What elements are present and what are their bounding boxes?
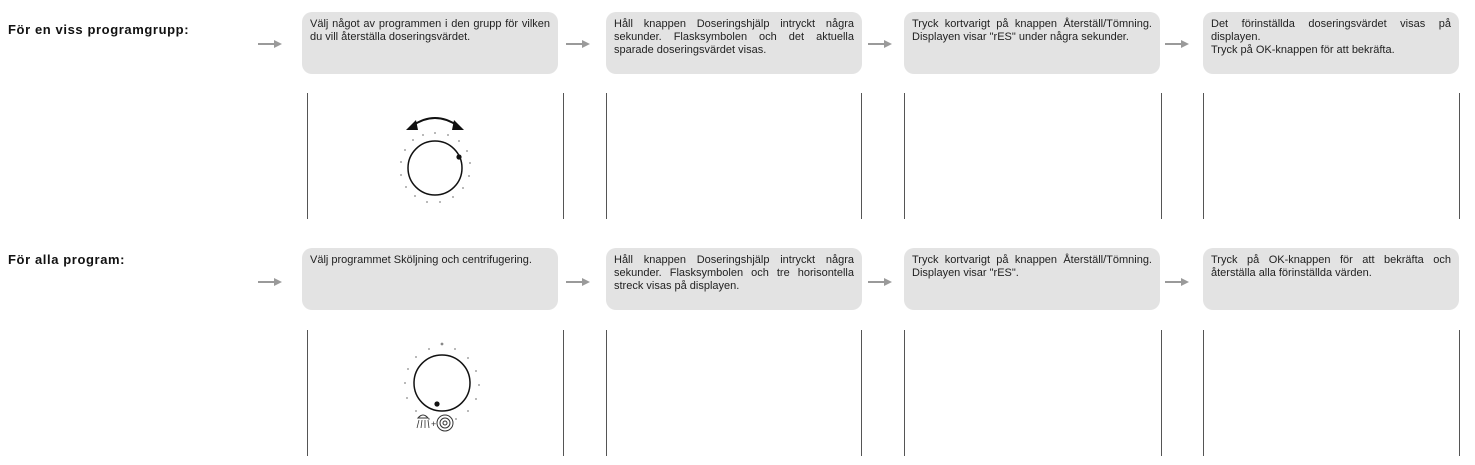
divider	[606, 93, 607, 219]
divider	[606, 330, 607, 456]
divider	[1459, 93, 1460, 219]
step-2-2: Håll knappen Doseringshjälp intryckt några sekunder. Flasksymbolen och tre horisontella streck visas på displayen.	[606, 248, 862, 310]
arrow-icon	[868, 277, 892, 287]
divider	[861, 93, 862, 219]
arrow-icon	[566, 277, 590, 287]
divider	[1161, 93, 1162, 219]
divider	[1203, 93, 1204, 219]
divider	[904, 330, 905, 456]
arrow-icon	[868, 39, 892, 49]
step-1-2: Håll knappen Doseringshjälp intryckt några sekunder. Flasksymbolen och det aktuella sparade doseringsvärdet visas.	[606, 12, 862, 74]
step-2-4: Tryck på OK-knappen för att bekräfta och återställa alla förinställda värden.	[1203, 248, 1459, 310]
divider	[307, 93, 308, 219]
program-dial-turn-icon	[390, 108, 480, 208]
divider	[307, 330, 308, 456]
divider	[563, 93, 564, 219]
arrow-icon	[258, 39, 282, 49]
arrow-icon	[258, 277, 282, 287]
divider	[1161, 330, 1162, 456]
arrow-icon	[566, 39, 590, 49]
row-1-title: För en viss programgrupp:	[8, 22, 190, 37]
svg-text:+: +	[431, 419, 437, 429]
arrow-icon	[1165, 39, 1189, 49]
arrow-icon	[1165, 277, 1189, 287]
step-2-1: Välj programmet Sköljning och centrifugering.	[302, 248, 558, 310]
step-1-1: Välj något av programmen i den grupp för vilken du vill återställa doseringsvärdet.	[302, 12, 558, 74]
divider	[1459, 330, 1460, 456]
row-2-title: För alla program:	[8, 252, 126, 267]
divider	[563, 330, 564, 456]
divider	[1203, 330, 1204, 456]
step-1-4: Det förinställda doseringsvärdet visas på displayen. Tryck på OK-knappen för att bekräfta.	[1203, 12, 1459, 74]
divider	[904, 93, 905, 219]
divider	[861, 330, 862, 456]
rinse-spin-dial-icon	[385, 338, 485, 438]
step-2-3: Tryck kortvarigt på knappen Återställ/Tömning. Displayen visar "rES".	[904, 248, 1160, 310]
step-1-3: Tryck kortvarigt på knappen Återställ/Tömning. Displayen visar "rES" under några sekunder.	[904, 12, 1160, 74]
